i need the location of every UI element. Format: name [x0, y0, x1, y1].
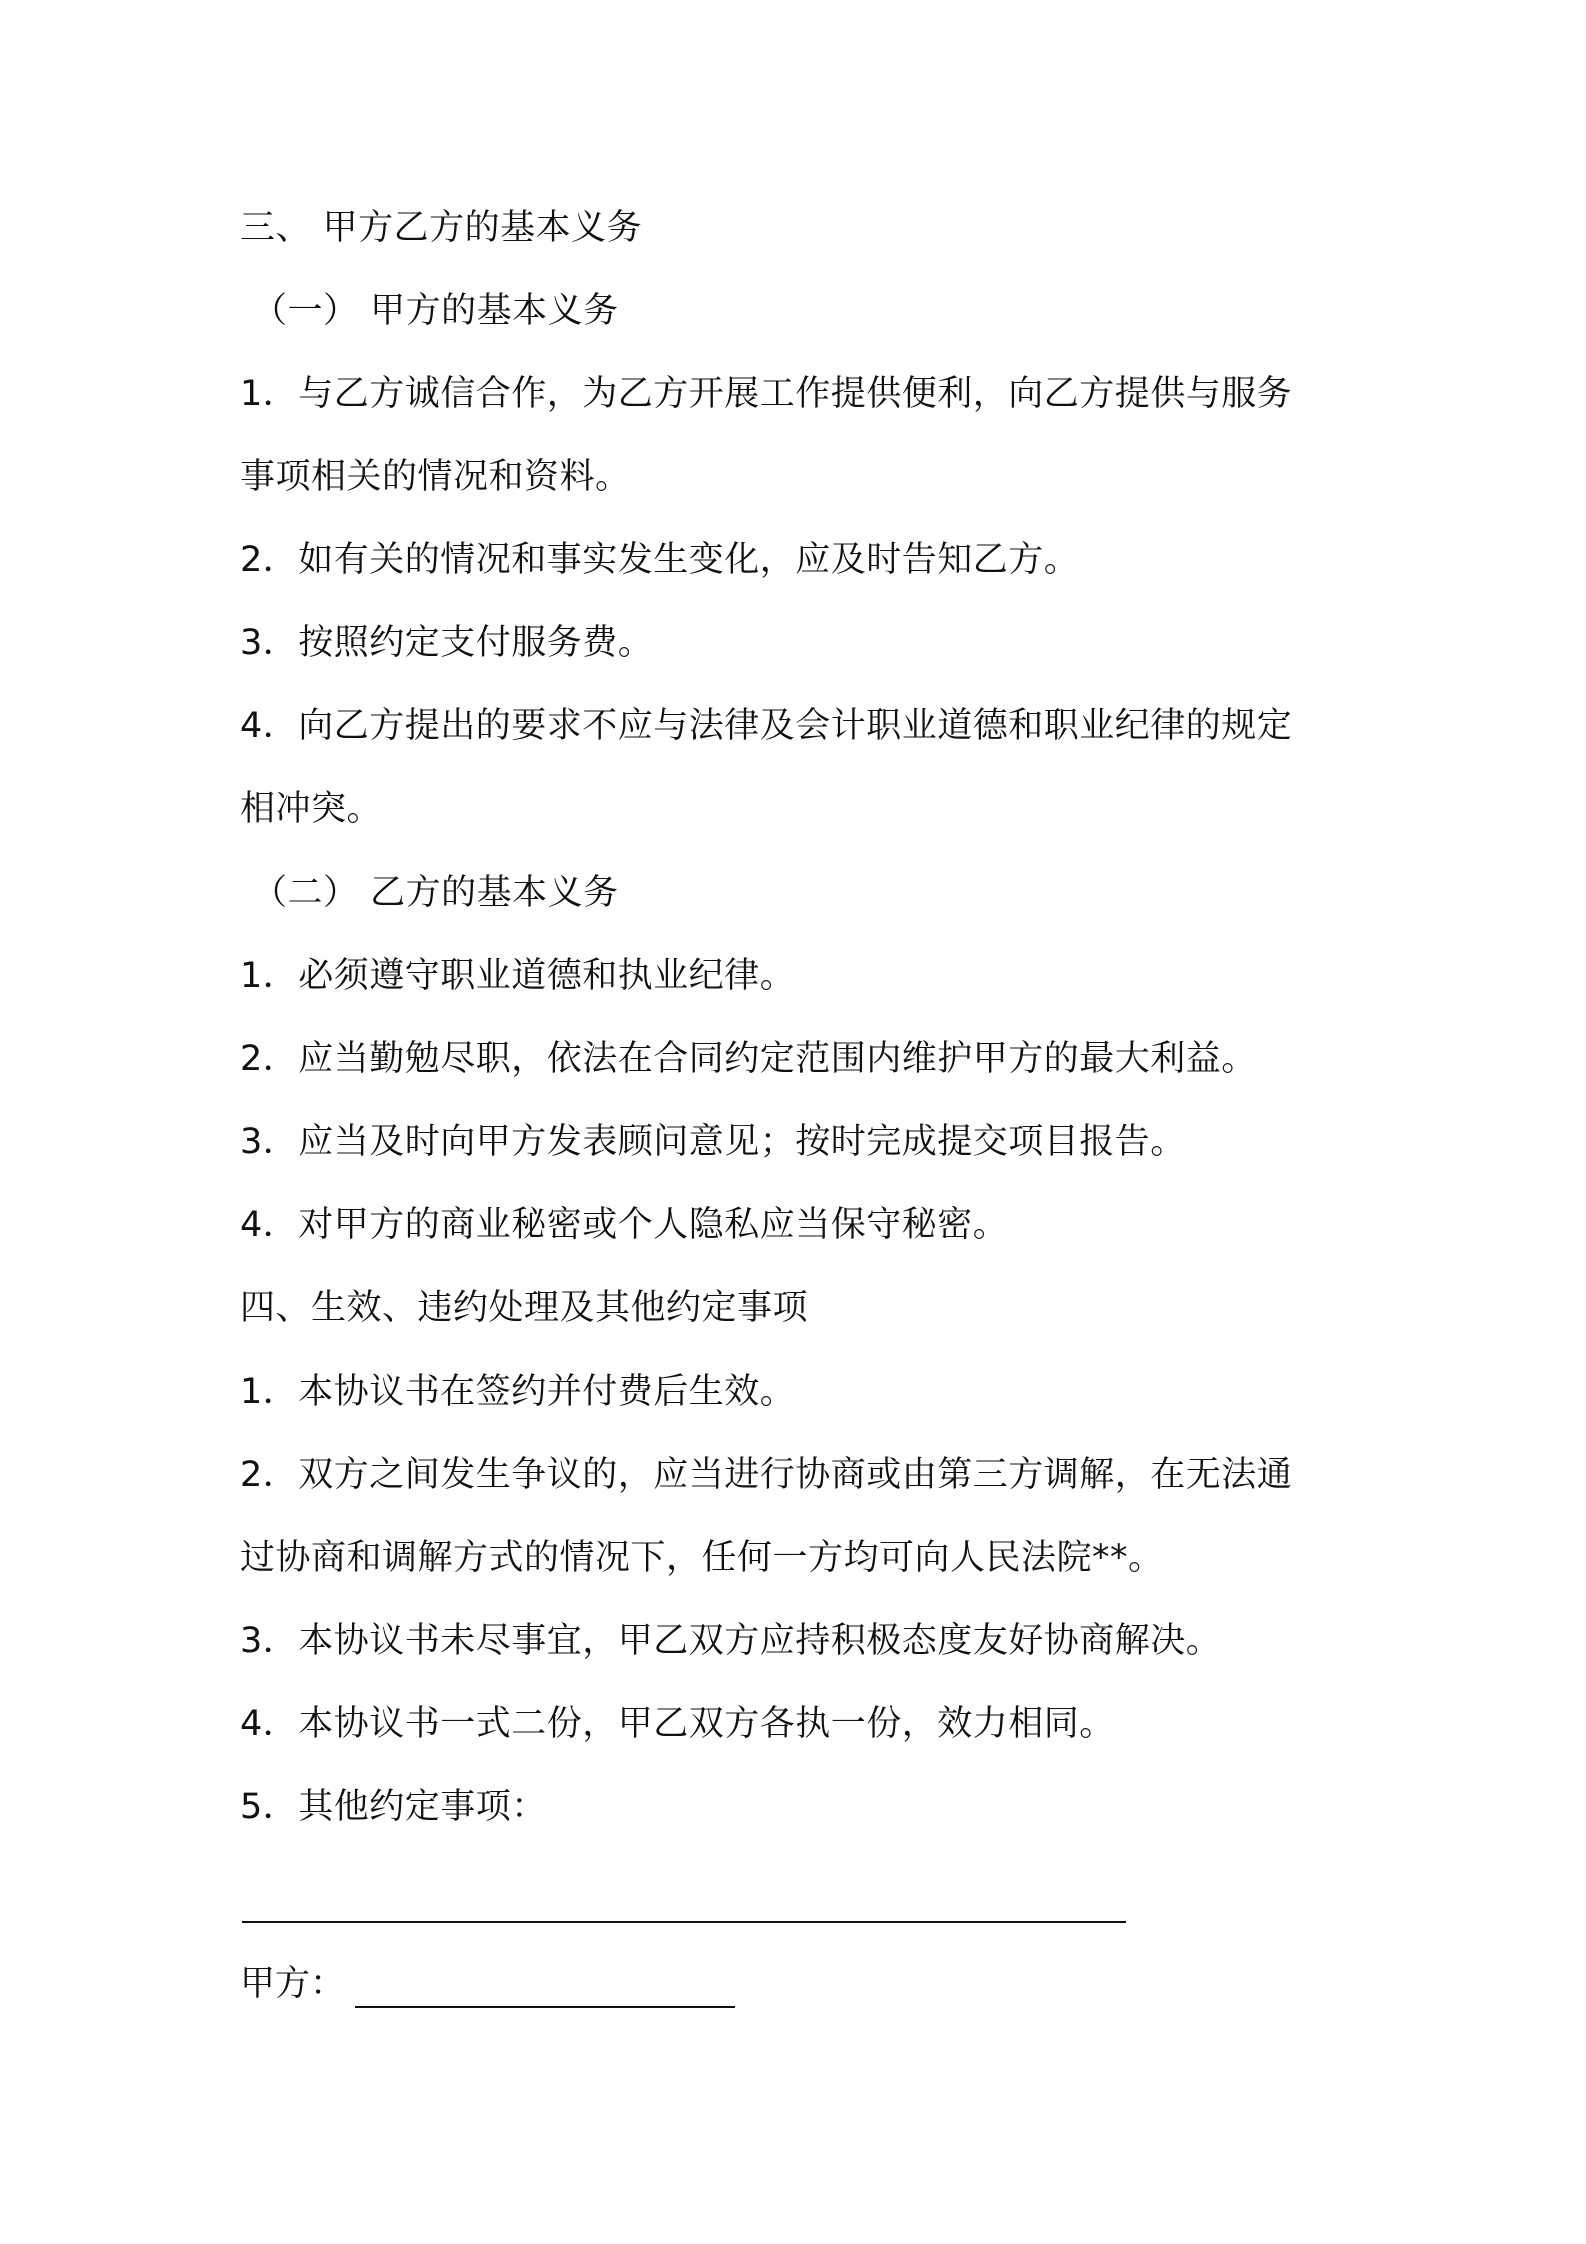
partA-item4-line1: 4．向乙方提出的要求不应与法律及会计职业道德和职业纪律的规定	[240, 706, 1293, 746]
partB-title: （二） 乙方的基本义务	[252, 873, 619, 913]
partB-item2: 2．应当勤勉尽职，依法在合同约定范围内维护甲方的最大利益。	[240, 1039, 1257, 1079]
party-a-signature-line	[355, 2006, 735, 2008]
section4-title: 四、生效、违约处理及其他约定事项	[240, 1288, 809, 1328]
section4-item5: 5．其他约定事项：	[240, 1787, 547, 1827]
section4-item1: 1．本协议书在签约并付费后生效。	[240, 1372, 796, 1412]
party-a-label: 甲方：	[240, 1964, 346, 2004]
partA-item4-line2: 相冲突。	[240, 789, 383, 829]
partA-item1-line2: 事项相关的情况和资料。	[240, 457, 631, 497]
partA-item1-line1: 1．与乙方诚信合作，为乙方开展工作提供便利，向乙方提供与服务	[240, 374, 1293, 414]
section4-item2-line2: 过协商和调解方式的情况下，任何一方均可向人民法院**。	[240, 1538, 1164, 1578]
partB-item1: 1．必须遵守职业道德和执业纪律。	[240, 956, 796, 996]
section3-title: 三、 甲方乙方的基本义务	[240, 208, 643, 248]
partA-item2: 2．如有关的情况和事实发生变化，应及时告知乙方。	[240, 540, 1080, 580]
partA-item3: 3．按照约定支付服务费。	[240, 623, 654, 663]
section4-item2-line1: 2．双方之间发生争议的，应当进行协商或由第三方调解，在无法通	[240, 1455, 1293, 1495]
section4-item4: 4．本协议书一式二份，甲乙双方各执一份，效力相同。	[240, 1704, 1115, 1744]
section4-item3: 3．本协议书未尽事宜，甲乙双方应持积极态度友好协商解决。	[240, 1621, 1222, 1661]
partB-item4: 4．对甲方的商业秘密或个人隐私应当保守秘密。	[240, 1205, 1009, 1245]
other-matters-blank-line	[242, 1921, 1126, 1923]
partA-title: （一） 甲方的基本义务	[252, 291, 619, 331]
partB-item3: 3．应当及时向甲方发表顾问意见；按时完成提交项目报告。	[240, 1122, 1186, 1162]
